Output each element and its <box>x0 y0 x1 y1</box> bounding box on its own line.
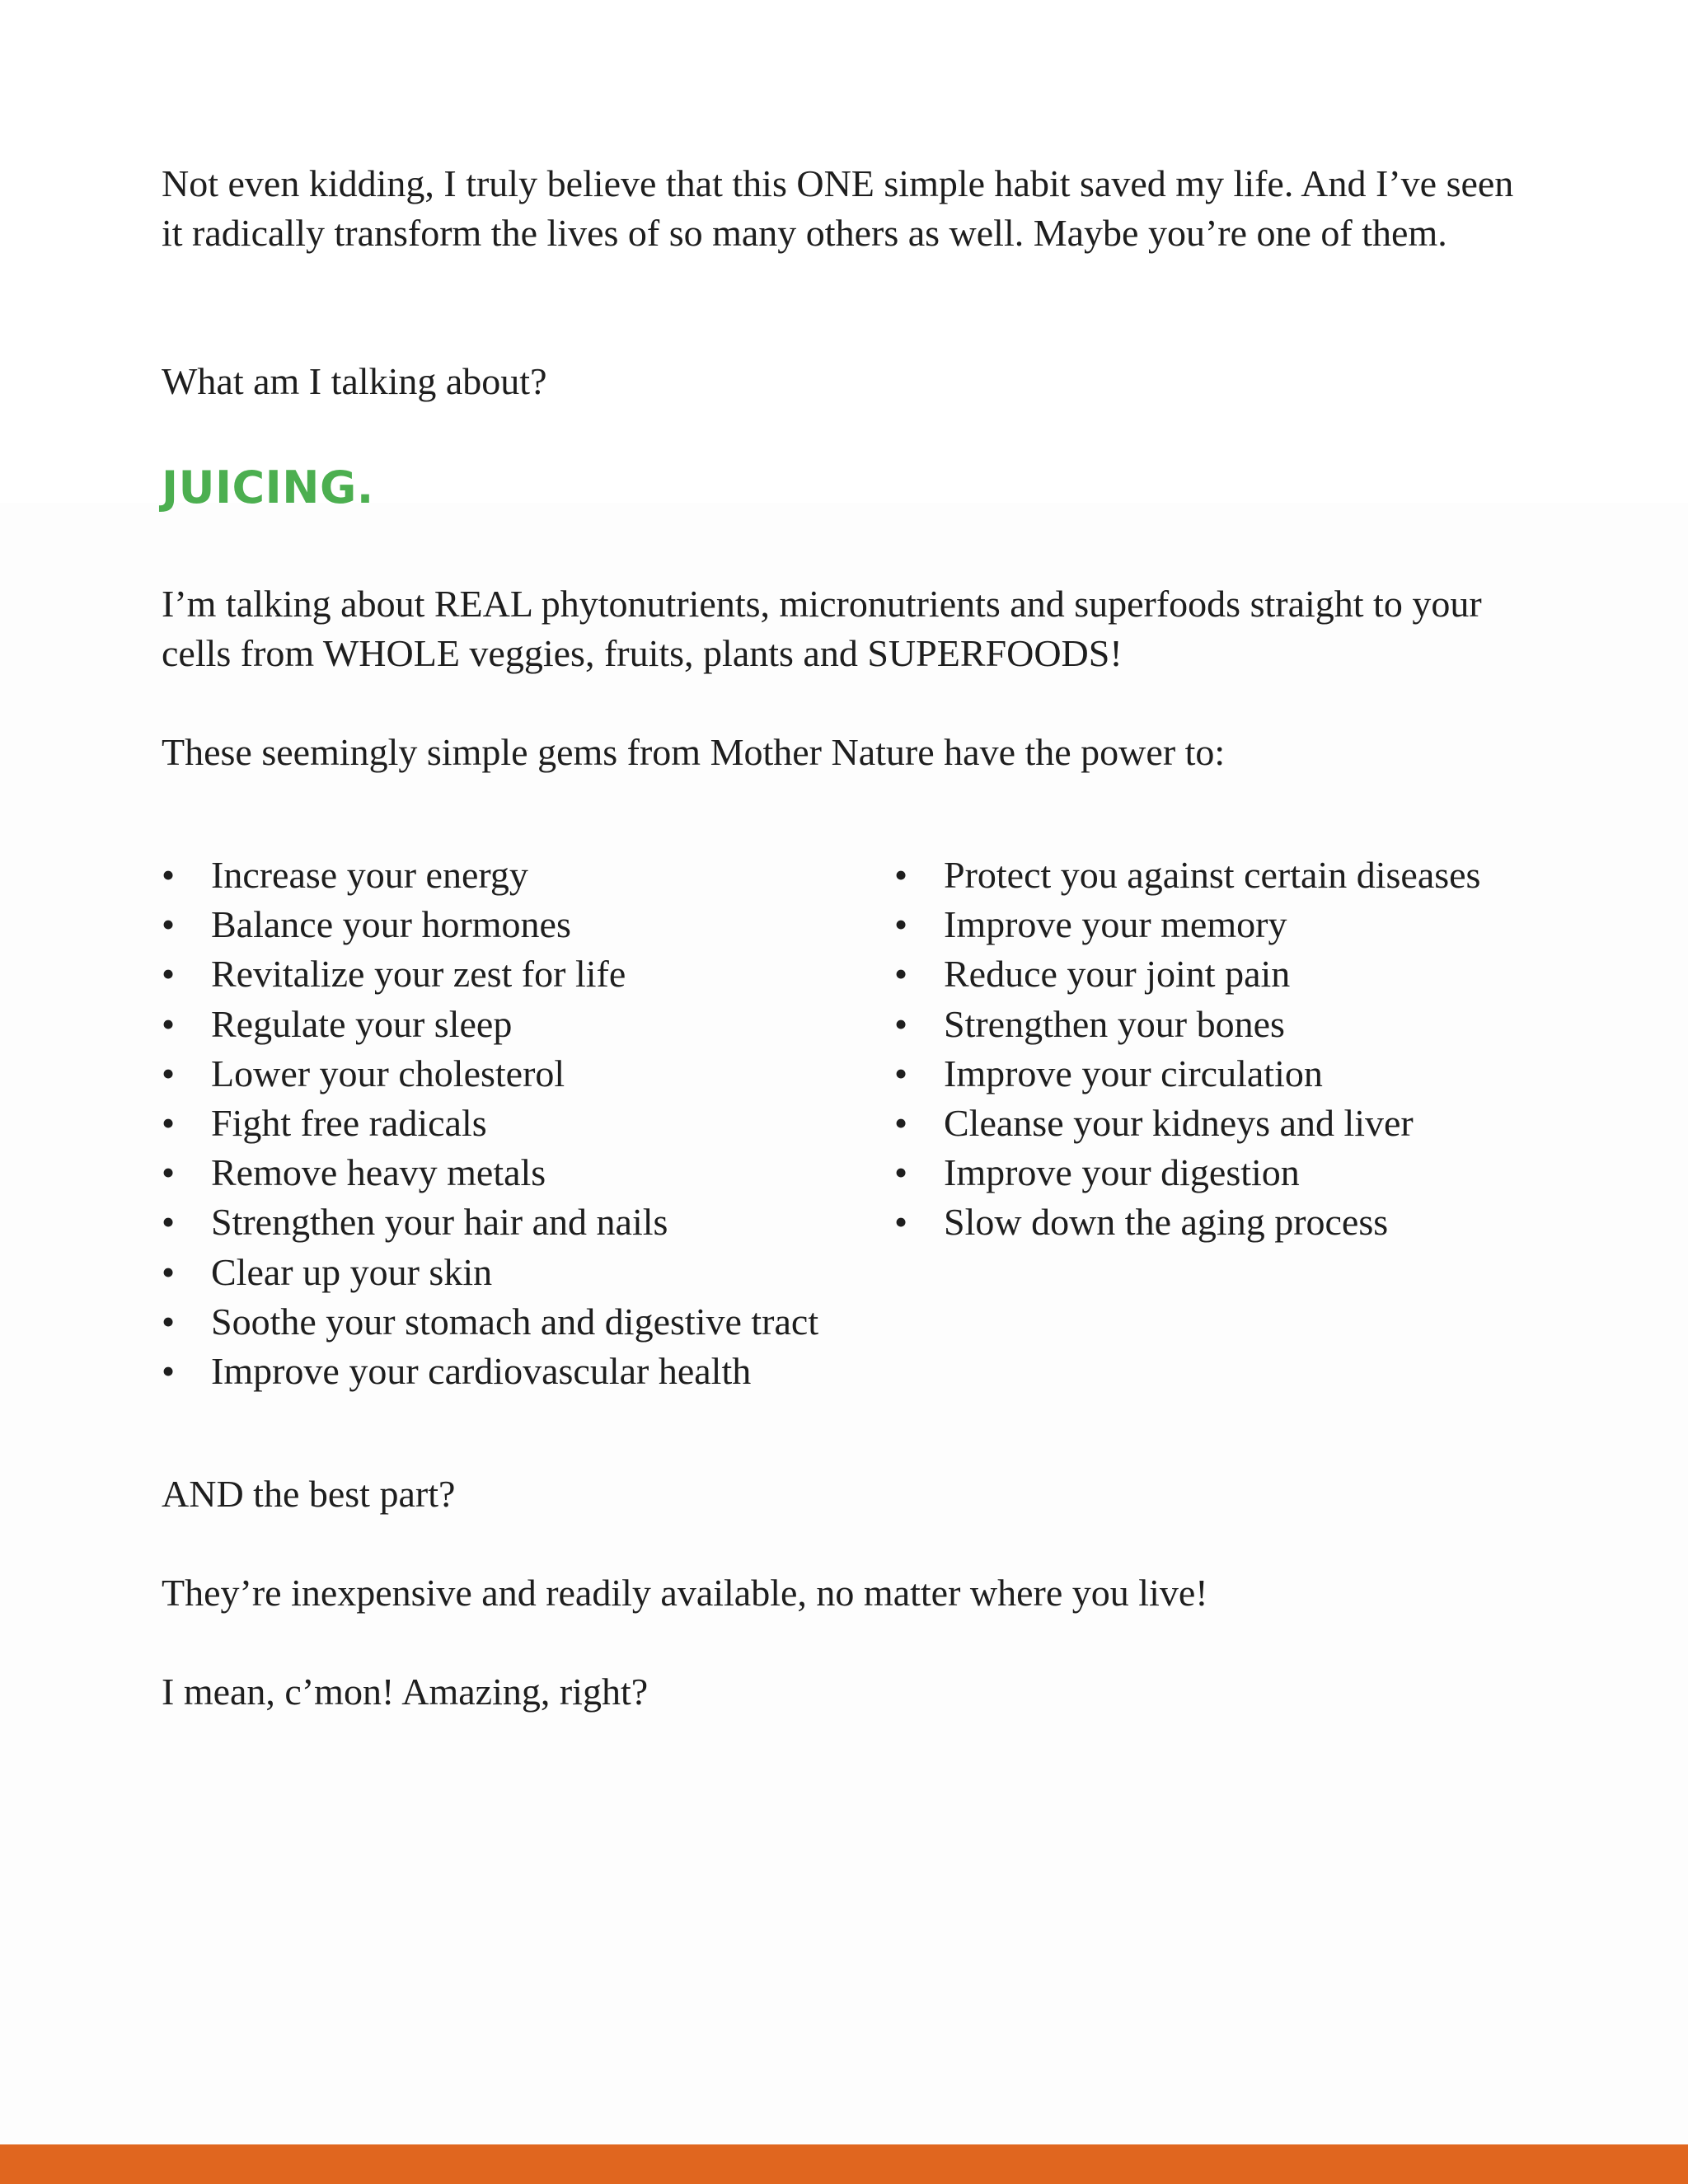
benefit-item: • Improve your memory <box>894 900 1636 949</box>
gems-intro-paragraph: These seemingly simple gems from Mother Nature have the power to: <box>162 731 1226 773</box>
benefit-item: • Protect you against certain diseases <box>894 851 1636 900</box>
benefits-list-right <box>894 851 1636 1248</box>
benefit-item: • Remove heavy metals <box>162 1148 870 1197</box>
benefit-item: • Improve your digestion <box>894 1148 1636 1197</box>
benefit-item: • Strengthen your bones <box>894 1000 1636 1049</box>
benefit-item: • Revitalize your zest for life <box>162 949 870 999</box>
benefits-list-left <box>162 851 870 1396</box>
benefit-item: • Fight free radicals <box>162 1099 870 1148</box>
benefit-item: • Strengthen your hair and nails <box>162 1197 870 1247</box>
benefit-item: • Cleanse your kidneys and liver <box>894 1099 1636 1148</box>
juicing-headline: JUICING. <box>162 462 374 513</box>
benefit-item: • Reduce your joint pain <box>894 949 1636 999</box>
talking-paragraph: I’m talking about REAL phytonutrients, micronutrients and superfoods straight to your cells from WHOLE veggies, fruits, plants and SUPERFOODS! <box>162 583 1482 674</box>
best-part-paragraph: AND the best part? <box>162 1473 456 1515</box>
footer-accent-bar <box>0 2144 1688 2184</box>
question-paragraph: What am I talking about? <box>162 360 547 402</box>
benefit-item: • Lower your cholesterol <box>162 1049 870 1099</box>
benefit-item: • Clear up your skin <box>162 1248 870 1297</box>
inexpensive-paragraph: They’re inexpensive and readily available, no matter where you live! <box>162 1572 1208 1614</box>
benefit-item: • Regulate your sleep <box>162 1000 870 1049</box>
intro-paragraph: Not even kidding, I truly believe that this ONE simple habit saved my life. And I’ve seen it radically transform the lives of so many others as well. Maybe you’re one of them. <box>162 162 1514 254</box>
amazing-paragraph: I mean, c’mon! Amazing, right? <box>162 1671 649 1713</box>
benefit-item: • Soothe your stomach and digestive tract <box>162 1297 870 1347</box>
benefit-item: • Balance your hormones <box>162 900 870 949</box>
benefit-item: • Slow down the aging process <box>894 1197 1636 1247</box>
benefit-item: • Increase your energy <box>162 851 870 900</box>
benefit-item: • Improve your cardiovascular health <box>162 1347 870 1396</box>
benefit-item: • Improve your circulation <box>894 1049 1636 1099</box>
